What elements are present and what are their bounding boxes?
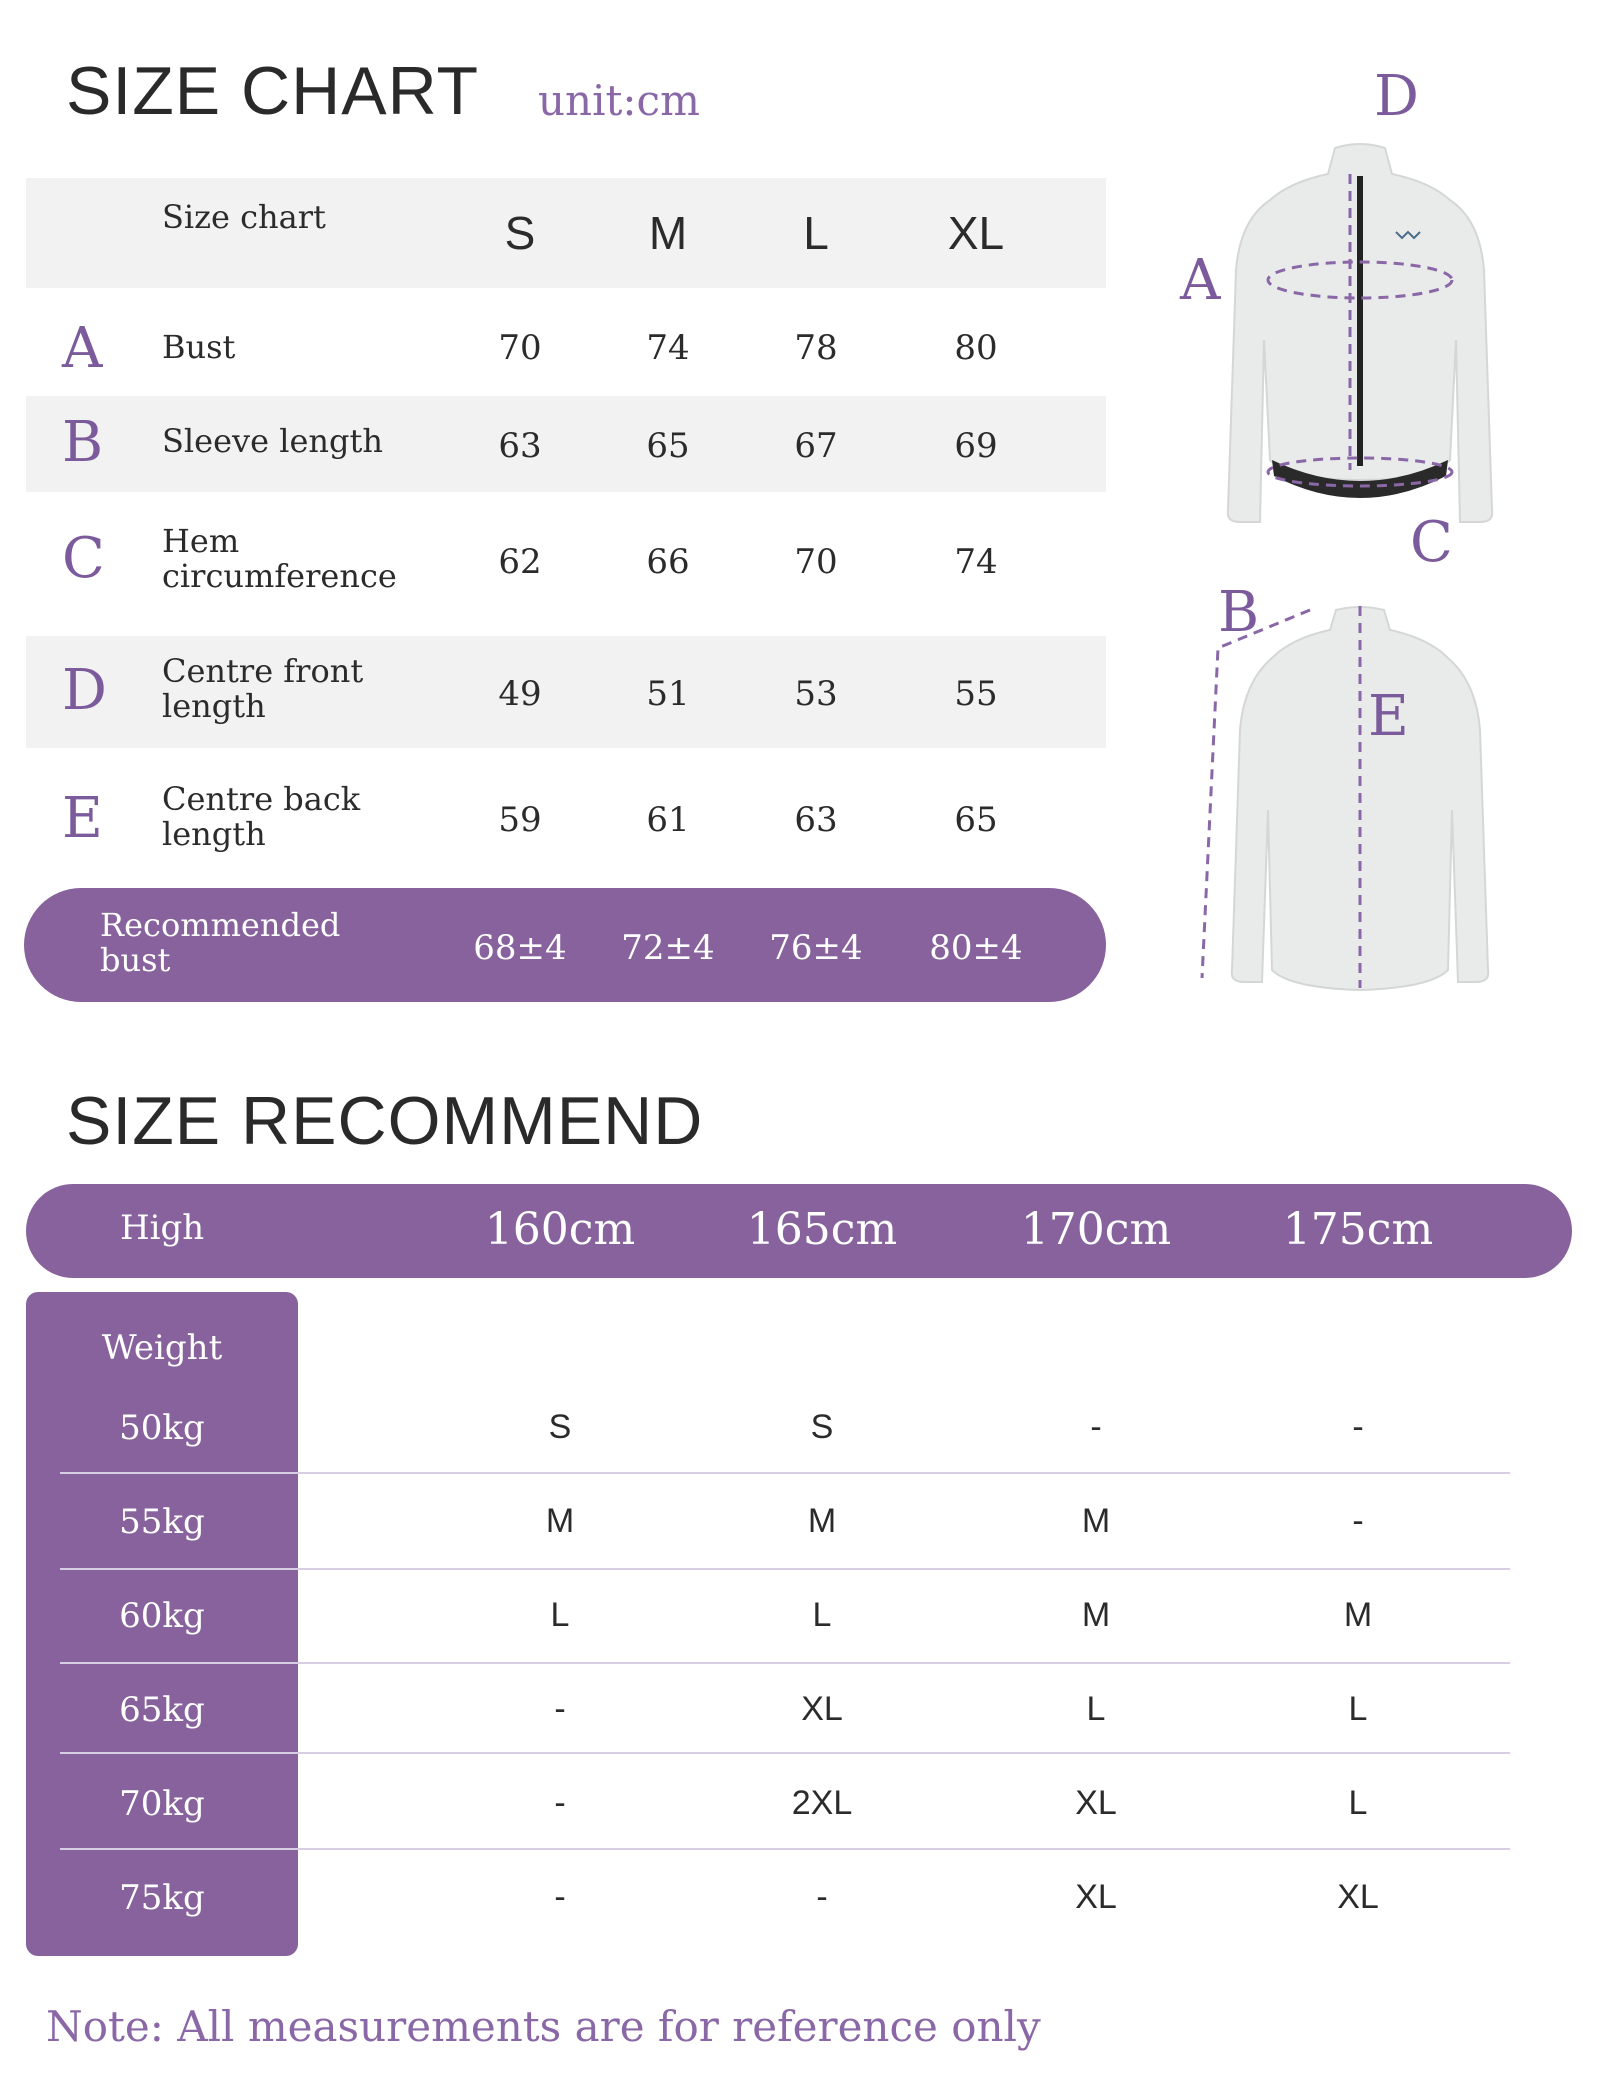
row-letter-c: C (62, 526, 105, 591)
row-separator (60, 1568, 1510, 1570)
size-recommend-title: SIZE RECOMMEND (66, 1083, 704, 1159)
cell: 61 (646, 800, 690, 840)
reference-note: Note: All measurements are for reference only (46, 2002, 1041, 2051)
row-label-centre-back-length: Centre back length (162, 780, 361, 853)
back-jersey-illustration (1202, 606, 1488, 990)
size-chart-title: SIZE CHART (66, 53, 480, 129)
diagram-label-e: E (1368, 684, 1409, 749)
cell: 80 (954, 328, 998, 368)
cell: 70 (794, 542, 838, 582)
cell: 53 (794, 674, 838, 714)
recommended-bust-label: Recommended bust (100, 906, 341, 979)
diagram-label-d: D (1374, 64, 1419, 129)
cell: 65 (954, 800, 998, 840)
row-letter-d: D (62, 658, 107, 723)
cell: 69 (954, 426, 998, 466)
weight-50: 50kg (119, 1408, 205, 1448)
cell: M (807, 1502, 837, 1540)
cell: 67 (794, 426, 838, 466)
cell: 74 (646, 328, 690, 368)
recommended-bust-value: 76±4 (769, 928, 863, 968)
cell: 74 (954, 542, 998, 582)
height-165: 165cm (746, 1204, 898, 1255)
cell: L (1348, 1690, 1368, 1728)
row-label-sleeve-length: Sleeve length (162, 422, 383, 460)
header-size-s: S (504, 207, 536, 259)
recommended-bust-value: 80±4 (929, 928, 1023, 968)
cell: 62 (498, 542, 542, 582)
cell: 2XL (791, 1784, 853, 1822)
row-separator (60, 1472, 1510, 1474)
cell: 55 (954, 674, 998, 714)
height-175: 175cm (1282, 1204, 1434, 1255)
cell: L (812, 1596, 832, 1634)
cell: XL (1075, 1784, 1117, 1822)
cell: L (550, 1596, 570, 1634)
cell: S (810, 1408, 834, 1446)
row-separator (60, 1848, 1510, 1850)
weight-65: 65kg (119, 1690, 205, 1730)
recommended-bust-value: 68±4 (473, 928, 567, 968)
cell: M (1081, 1596, 1111, 1634)
cell: XL (1337, 1878, 1379, 1916)
cell: 49 (498, 674, 542, 714)
row-separator (60, 1662, 1510, 1664)
height-160: 160cm (484, 1204, 636, 1255)
cell: 65 (646, 426, 690, 466)
row-letter-e: E (62, 786, 103, 851)
cell: L (1348, 1784, 1368, 1822)
cell: XL (1075, 1878, 1117, 1916)
weight-70: 70kg (119, 1784, 205, 1824)
front-jersey-illustration (1228, 144, 1493, 522)
high-label: High (120, 1208, 205, 1248)
cell: - (1090, 1408, 1102, 1446)
weight-75: 75kg (119, 1878, 205, 1918)
cell: 63 (794, 800, 838, 840)
cell: 63 (498, 426, 542, 466)
cell: - (1352, 1408, 1364, 1446)
cell: 70 (498, 328, 542, 368)
cell: 59 (498, 800, 542, 840)
row-letter-b: B (62, 410, 104, 475)
cell: S (548, 1408, 572, 1446)
weight-label: Weight (101, 1328, 223, 1368)
cell: - (816, 1878, 828, 1916)
row-separator (60, 1752, 1510, 1754)
weight-60: 60kg (119, 1596, 205, 1636)
row-letter-a: A (62, 316, 103, 381)
cell: 51 (646, 674, 690, 714)
cell: - (554, 1690, 566, 1728)
cell: - (554, 1784, 566, 1822)
unit-label: unit:cm (538, 76, 700, 125)
cell: - (554, 1878, 566, 1916)
header-size-xl: XL (947, 207, 1005, 259)
cell: 78 (794, 328, 838, 368)
height-170: 170cm (1020, 1204, 1172, 1255)
recommended-bust-value: 72±4 (621, 928, 715, 968)
row-label-hem-circumference: Hem circumference (162, 522, 397, 595)
size-chart-header-label: Size chart (162, 198, 326, 236)
row-label-bust: Bust (162, 328, 236, 366)
cell: M (545, 1502, 575, 1540)
diagram-label-c: C (1410, 510, 1453, 575)
cell: XL (801, 1690, 843, 1728)
header-size-l: L (803, 207, 829, 259)
row-label-centre-front-length: Centre front length (162, 652, 364, 725)
diagram-label-a: A (1180, 248, 1221, 313)
diagram-label-b: B (1218, 580, 1260, 645)
header-size-m: M (648, 207, 688, 259)
cell: L (1086, 1690, 1106, 1728)
cell: 66 (646, 542, 690, 582)
cell: M (1081, 1502, 1111, 1540)
cell: - (1352, 1502, 1364, 1540)
cell: M (1343, 1596, 1373, 1634)
weight-55: 55kg (119, 1502, 205, 1542)
